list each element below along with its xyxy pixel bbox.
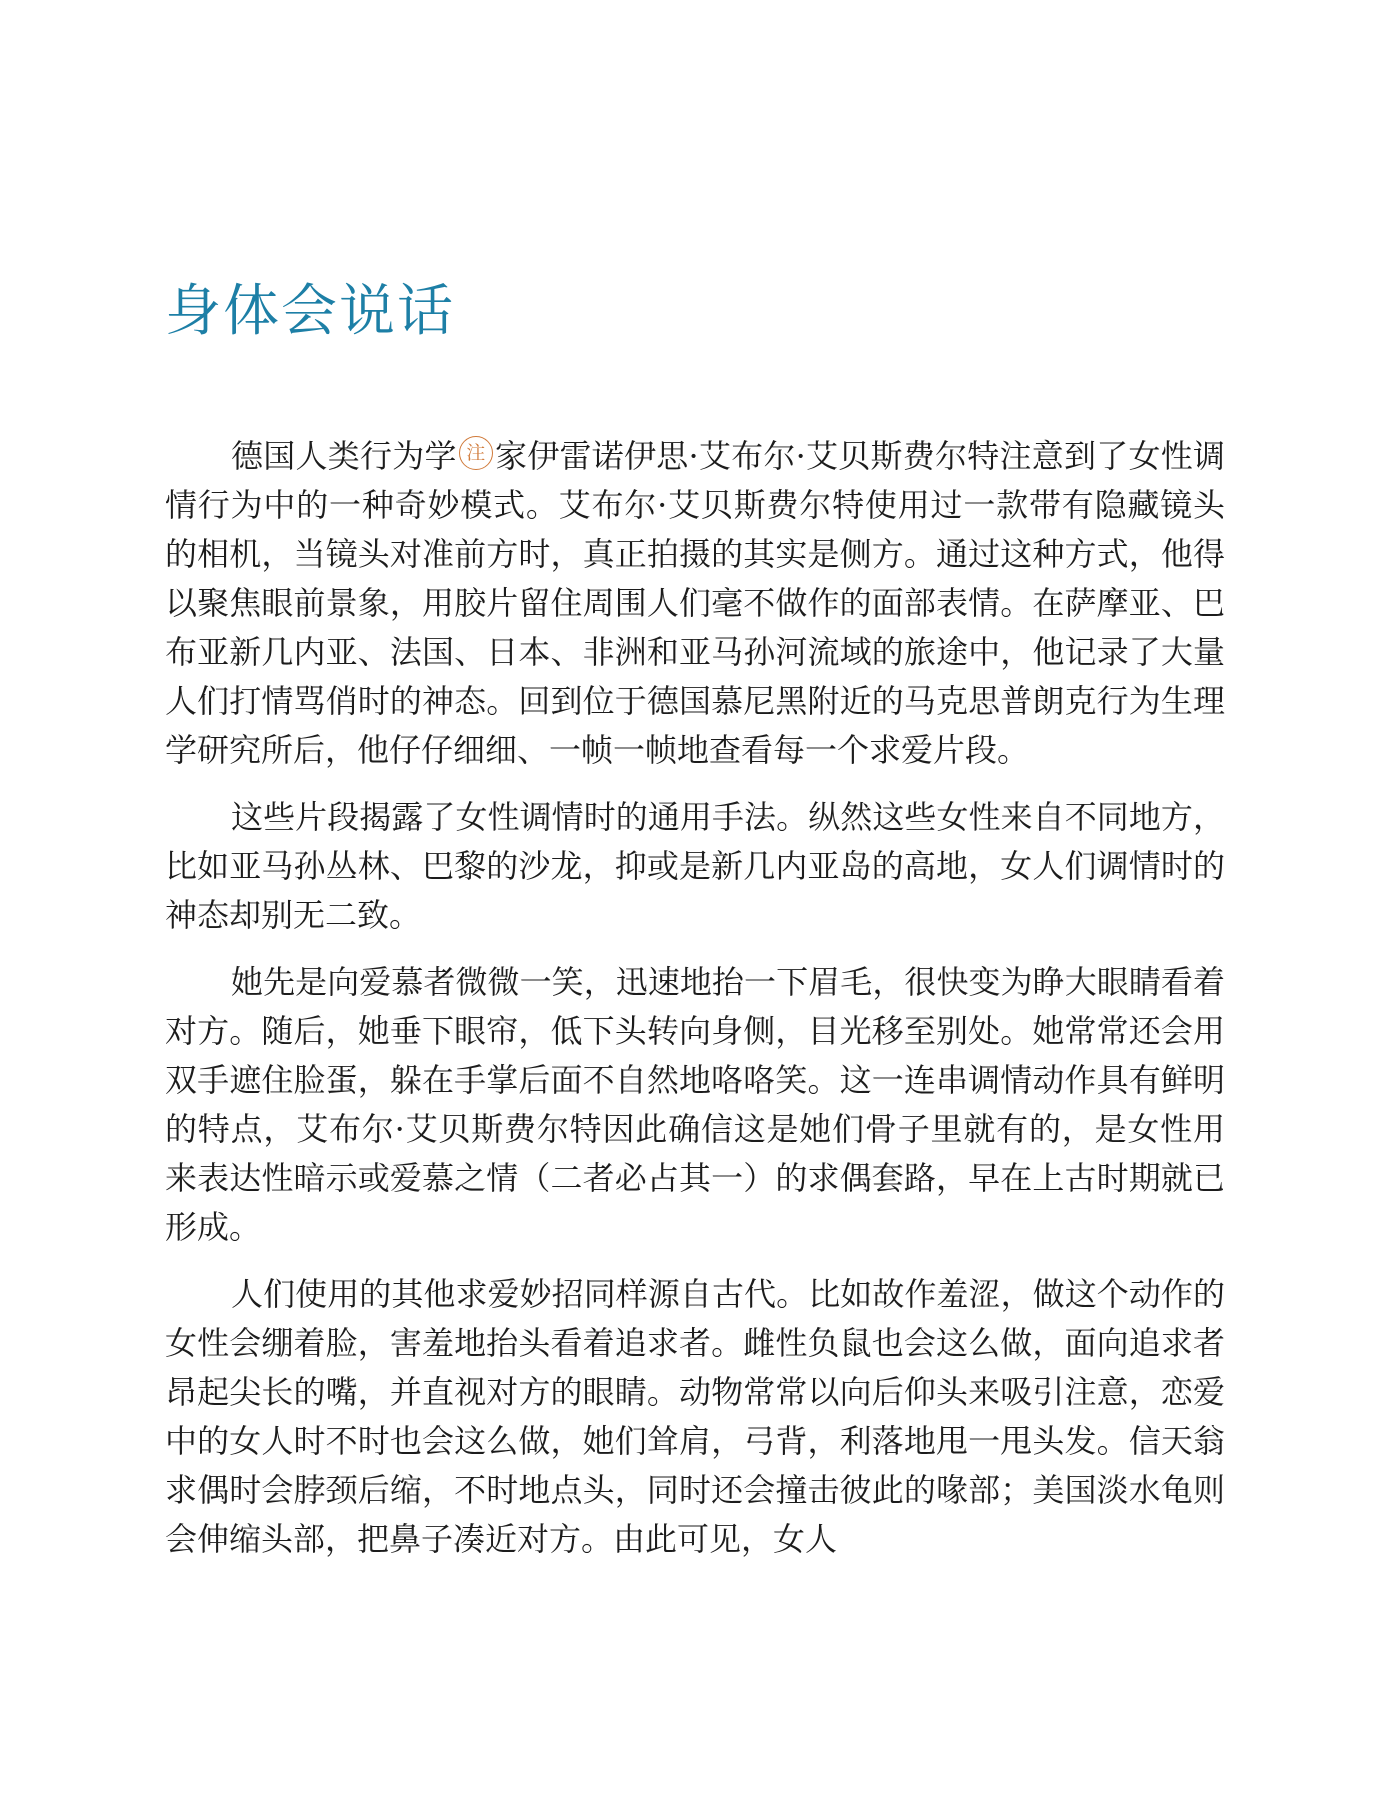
- paragraph-4: 人们使用的其他求爱妙招同样源自古代。比如故作羞涩，做这个动作的女性会绷着脸，害羞地抬头看着追求者。雌性负鼠也会这么做，面向追求者昂起尖长的嘴，并直视对方的眼睛。动物常常以向后仰头来吸引注意，恋爱中的女人时不时也会这么做，她们耸肩，弓背，利落地甩一甩头发。信天翁求偶时会脖颈后缩，不时地点头，同时还会撞击彼此的喙部；美国淡水龟则会伸缩头部，把鼻子凑近对方。由此可见，女人: [165, 1275, 1225, 1558]
- footnote-marker[interactable]: 注: [459, 436, 493, 470]
- body-text: [165, 432, 1225, 1582]
- paragraph-1: [165, 432, 1225, 775]
- paragraph-2: 这些片段揭露了女性调情时的通用手法。纵然这些女性来自不同地方，比如亚马孙丛林、巴黎的沙龙，抑或是新几内亚岛的高地，女人们调情时的神态却别无二致。: [165, 798, 1225, 934]
- paragraph-3: 她先是向爱慕者微微一笑，迅速地抬一下眉毛，很快变为睁大眼睛看着对方。随后，她垂下眼帘，低下头转向身侧，目光移至别处。她常常还会用双手遮住脸蛋，躲在手掌后面不自然地咯咯笑。这一连串调情动作具有鲜明的特点，艾布尔·艾贝斯费尔特因此确信这是她们骨子里就有的，是女性用来表达性暗示或爱慕之情（二者必占其一）的求偶套路，早在上古时期就已形成。: [165, 963, 1225, 1246]
- paragraph-1-text-start: 德国人类行为学: [231, 437, 457, 475]
- page-title: 身体会说话: [165, 279, 455, 344]
- paragraph-1-text-end: 家伊雷诺伊思·艾布尔·艾贝斯费尔特注意到了女性调情行为中的一种奇妙模式。艾布尔·艾贝斯费尔特使用过一款带有隐藏镜头的相机，当镜头对准前方时，真正拍摄的其实是侧方。通过这种方式，他得以聚焦眼前景象，用胶片留住周围人们毫不做作的面部表情。在萨摩亚、巴布亚新几内亚、法国、日本、非洲和亚马孙河流域的旅途中，他记录了大量人们打情骂俏时的神态。回到位于德国慕尼黑附近的马克思普朗克行为生理学研究所后，他仔仔细细、一帧一帧地查看每一个求爱片段。: [165, 437, 1225, 769]
